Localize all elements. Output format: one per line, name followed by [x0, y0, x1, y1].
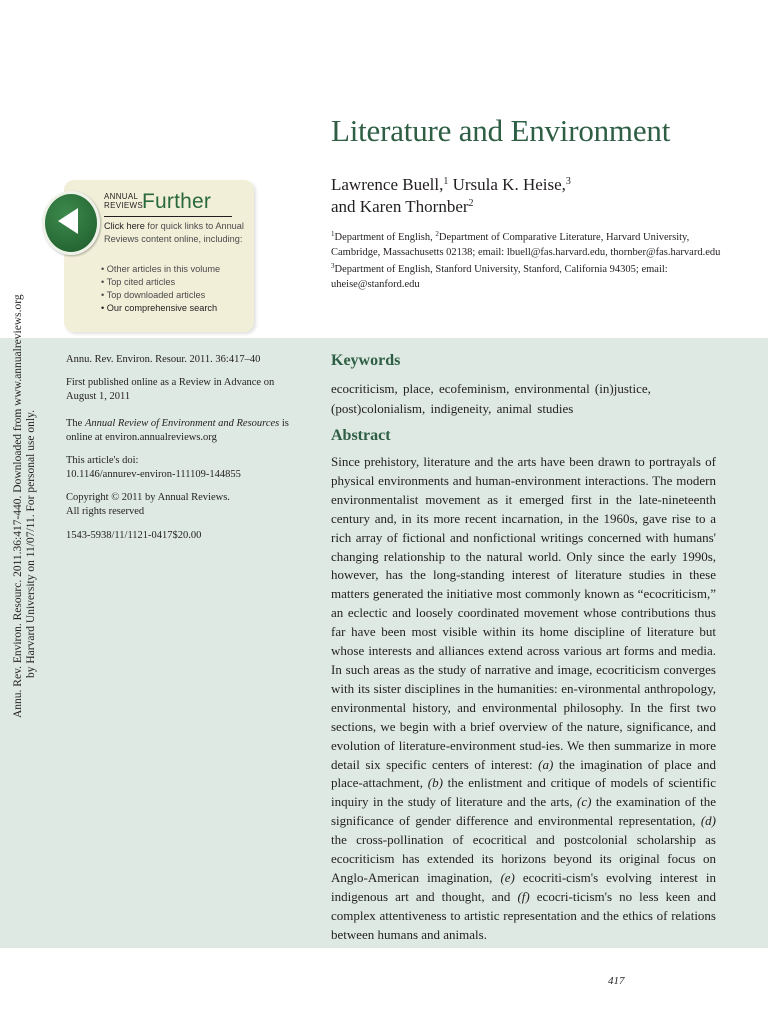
abstract-body: Since prehistory, literature and the arts have been drawn to portrayals of physical environments and human-environment interactions. The modern environmentalist movement as it emerged first in the late-nineteenth century and, in its more recent incarnation, in the 1960s, gave rise to a rich array of fictional and nonfictional writings concerned with humans' changing relationship to the natural world. Only since the early 1990s, however, has the long-standing interest of literature studies in these matters generated the initiative most commonly known as “ecocriticism,” an eclectic and loosely coordinated movement whose contributions thus far have been most visible within its home discipline of literature but whose interests and alliances extend across various art forms and media. In such areas as the study of narrative and image, ecocriticism converges with its sister disciplines in the humanities: en-vironmental anthropology, environmental history, and environmental philosophy. In the first two sections, we begin with a brief overview of the nature, significance, and evolution of literature-environment stud-ies. We then summarize in more detail six specific centers of interest:	[331, 454, 716, 772]
list-marker: (d)	[700, 813, 716, 829]
affil-marker: 2	[435, 230, 439, 238]
abstract-body: ecocri-ticism's no less keen and complex attentiveness to artistic representation and the ethics of relations between humans and animals.	[331, 888, 716, 942]
affiliation-1	[331, 231, 731, 260]
online-note-text: The	[66, 418, 85, 429]
author-affil-marker: 3	[565, 176, 571, 187]
copyright-text: Copyright © 2011 by Annual Reviews.	[66, 492, 230, 503]
page-number: 417	[608, 975, 625, 987]
keywords-text: ecocriticism, place, ecofeminism, environmental (in)justice, (post)colonialism, indigeneity, animal studies	[331, 381, 651, 416]
logo-line: REVIEWS	[104, 200, 143, 210]
affiliation-2	[331, 263, 731, 292]
copyright-block	[66, 491, 296, 519]
article-title: Literature and Environment	[331, 113, 671, 148]
download-stamp	[0, 0, 37, 1024]
affil-marker: 1	[331, 230, 335, 238]
journal-name: Annual Review of Environment and Resources	[84, 418, 280, 429]
affil-marker: 3	[331, 262, 335, 270]
citation-line: Annu. Rev. Environ. Resour. 2011. 36:417–40	[66, 354, 261, 365]
download-stamp-line2: by Harvard University on 11/07/11. For personal use only.	[25, 410, 37, 678]
further-link-list	[101, 263, 251, 315]
author-name: Lawrence Buell,	[331, 175, 444, 194]
logo-line: ANNUAL	[104, 192, 139, 201]
doi-value: 10.1146/annurev-environ-111109-144855	[66, 469, 241, 480]
abstract-body: the examination of the significance of gender difference and environmental representation,	[331, 794, 716, 829]
list-marker: (a)	[538, 756, 554, 772]
author-name: Ursula K. Heise,	[448, 175, 566, 194]
list-marker: (e)	[500, 869, 515, 885]
list-marker: (b)	[427, 775, 443, 791]
click-here-link[interactable]: Click here	[104, 221, 145, 231]
further-heading: Further	[142, 190, 212, 213]
doi-block	[66, 454, 296, 482]
further-description	[104, 220, 250, 245]
author-affil-marker: 2	[468, 198, 474, 209]
abstract-text	[331, 453, 716, 945]
back-arrow-icon	[56, 206, 82, 236]
abstract-body: the cross-pollination of ecocritical and postcolonial scholarship as ecocriticism has extended its horizons beyond its original focus on Anglo-American imagination,	[331, 832, 716, 885]
annual-reviews-logo	[104, 193, 143, 210]
online-note-text: is online at environ.annualreviews.org	[66, 418, 289, 443]
author-list	[331, 174, 731, 218]
further-link-top-downloaded[interactable]: • Top downloaded articles	[101, 289, 251, 302]
further-link-other-articles[interactable]: • Other articles in this volume	[101, 263, 251, 276]
abstract-body: the enlistment and critique of models of scientific inquiry in the study of literature and the arts,	[331, 775, 717, 810]
further-link-search[interactable]: • Our comprehensive search	[101, 302, 251, 315]
download-stamp-line1: Annu. Rev. Environ. Resourc. 2011.36:417-440. Downloaded from www.annualreviews.org	[12, 294, 24, 718]
doi-label: This article's doi:	[66, 455, 139, 466]
abstract-heading: Abstract	[331, 427, 391, 444]
keywords-heading: Keywords	[331, 352, 401, 369]
affil-text: Department of Comparative Literature, Harvard University, Cambridge, Massachusetts 02138; email: lbuell@fas.harvard.edu, thornber@fas.harvard.edu	[331, 232, 721, 258]
further-back-button[interactable]	[42, 191, 100, 255]
issn-line: 1543-5938/11/1121-0417$20.00	[66, 530, 202, 541]
author-affil-marker: 1	[443, 176, 449, 187]
rights-text: All rights reserved	[66, 506, 145, 517]
abstract-body: ecocriti-cism's evolving interest in indigenous art and thought, and	[331, 869, 716, 904]
online-note	[66, 417, 296, 445]
affil-text: Department of English,	[334, 232, 436, 243]
affil-text: Department of English, Stanford University, Stanford, California 94305; email: uheise@stanford.edu	[331, 264, 668, 290]
further-link-top-cited[interactable]: • Top cited articles	[101, 276, 251, 289]
first-published-note: First published online as a Review in Advance on August 1, 2011	[66, 377, 275, 402]
abstract-body: the imagination of place and place-attachment,	[331, 756, 716, 791]
list-marker: (c)	[577, 794, 592, 810]
author-name: and Karen Thornber	[331, 197, 469, 216]
list-marker: (f)	[517, 888, 530, 904]
further-divider	[104, 216, 232, 217]
further-desc-text: for quick links to Annual Reviews content online, including:	[104, 221, 244, 244]
